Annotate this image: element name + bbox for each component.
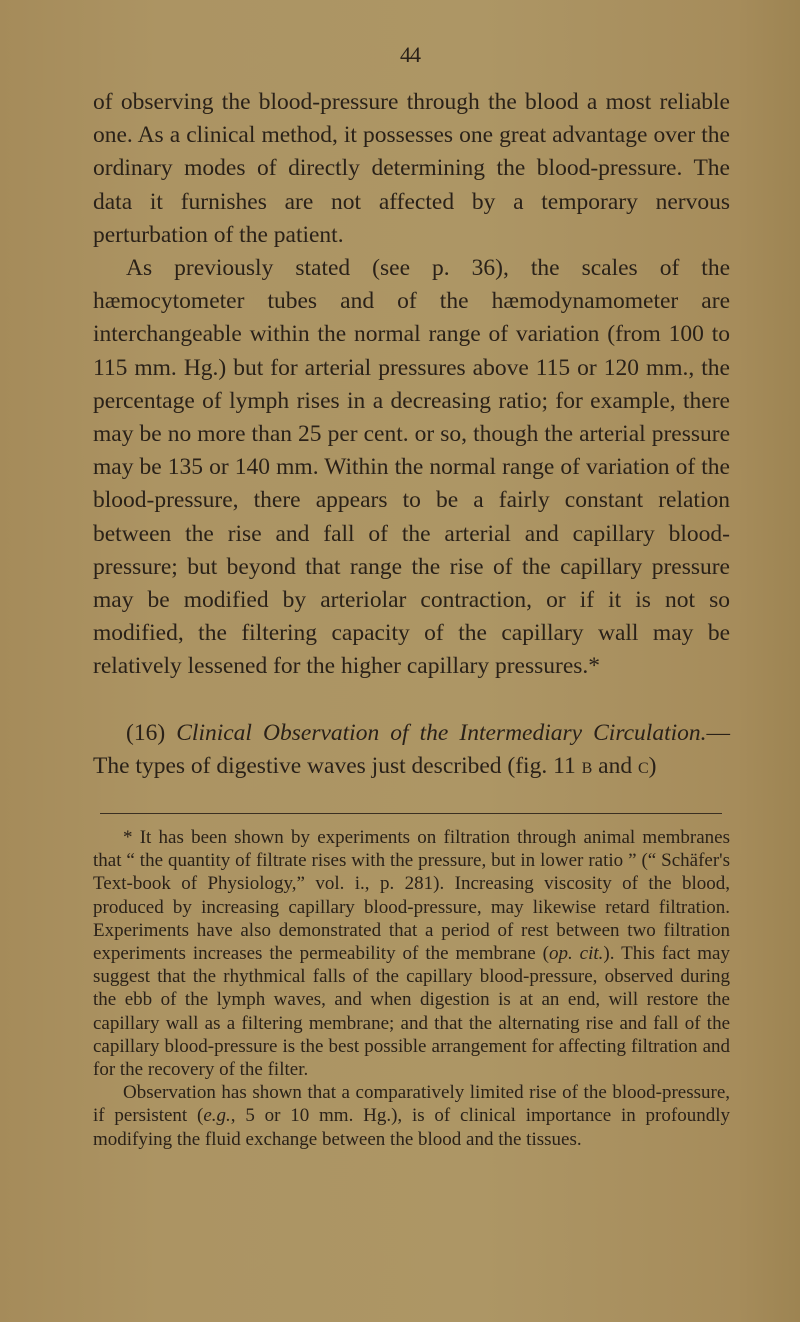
section-dash: —	[706, 719, 731, 746]
section-heading	[93, 717, 730, 783]
footnote-filtration	[93, 826, 730, 1081]
footnote-text-cont: , 5 or 10 mm. Hg.), is of clinical importance in profoundly modifying the fluid exchange between the blood and the tissues.	[93, 1105, 730, 1150]
section-continuation-close: )	[648, 752, 657, 779]
section-continuation: The types of digestive waves just described (fig. 11	[93, 752, 582, 779]
section-continuation-and: and	[592, 752, 638, 779]
footnote-divider	[100, 813, 722, 814]
footnote-text: Observation has shown that a comparatively limited rise of the blood-pressure, if persistent (	[93, 1082, 730, 1127]
figure-ref-c: c	[637, 752, 649, 779]
section-title: Clinical Observation of the Intermediary Circulation.	[176, 719, 707, 746]
footnote-text-cont: ). This fact may suggest that the rhythmical falls of the capillary blood-pressure, observed during the ebb of the lymph waves, and when digestion is at an end, will restore the capillary wall as a filtering membrane; and that the alternating rise and fall of the capillary blood-pressure is the best possible arrangement for affecting filtration and for the recovery of the filter.	[93, 943, 730, 1081]
main-body-text	[93, 86, 730, 783]
paragraph-scales: As previously stated (see p. 36), the scales of the hæmocytometer tubes and of the hæmodynamometer are interchangeable within the normal range of variation (from 100 to 115 mm. Hg.) but for arterial pressures above 115 or 120 mm., the percentage of lymph rises in a decreasing ratio; for example, there may be no more than 25 per cent. or so, though the arterial pressure may be 135 or 140 mm. Within the normal range of variation of the blood-pressure, there appears to be a fairly constant relation between the rise and fall of the arterial and capillary blood-pressure; but beyond that range the rise of the capillary pressure may be modified by arteriolar contraction, or if it is not so modified, the filtering capacity of the capillary wall may be relatively lessened for the higher capillary pressures.*	[93, 255, 730, 680]
footnote-citation: op. cit.	[548, 943, 604, 965]
footnote-text: * It has been shown by experiments on filtration through animal membranes that “ the quantity of filtrate rises with the pressure, but in lower ratio ” (“ Schäfer's Text-book of Physiology,” vol. i., p. 281). Increasing viscosity of the blood, produced by increasing capillary blood-pressure, may likewise retard filtration. Experiments have also demonstrated that a period of rest between two filtration experiments increases the permeability of the membrane (	[93, 827, 730, 965]
section-number: (16)	[126, 719, 166, 746]
footnote-eg: e.g.	[203, 1105, 231, 1127]
footnote-observation	[93, 1081, 730, 1151]
footnotes	[93, 826, 730, 1151]
section-spacer	[93, 684, 730, 717]
page-number: 44	[400, 42, 420, 67]
paragraph-continued: of observing the blood-pressure through the blood a most reliable one. As a clinical method, it possesses one great advantage over the ordinary modes of directly determining the blood-pressure. The data it furnishes are not affected by a temporary nervous perturbation of the patient.	[93, 89, 730, 248]
figure-ref-b: b	[581, 752, 593, 779]
